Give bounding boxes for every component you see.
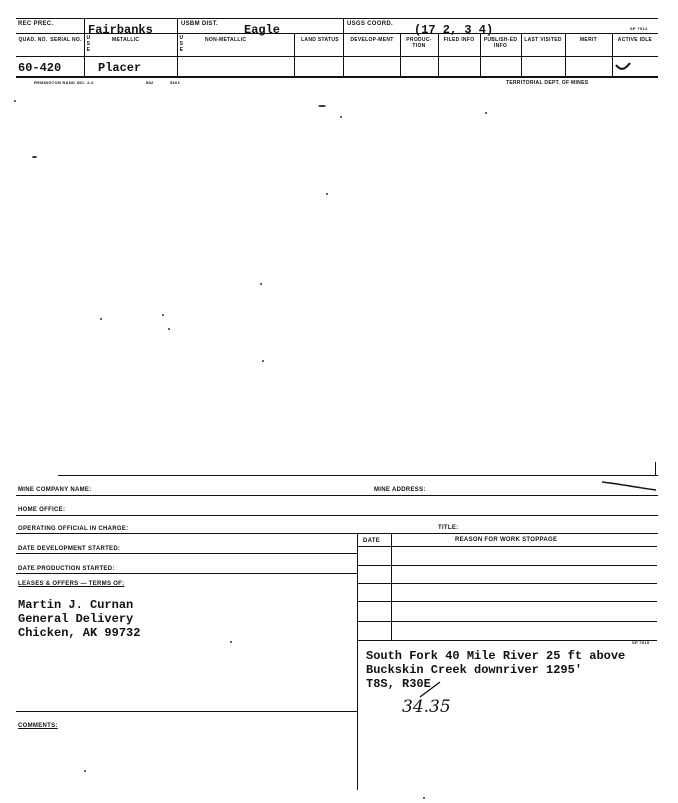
metallic-header: METALLIC [112,37,140,43]
serial-value: 60-420 [18,61,62,75]
mine-company-name-label: MINE COMPANY NAME: [18,487,92,493]
location-note: South Fork 40 Mile River 25 ft above Buckskin Creek downriver 1295' T8S, R30E [366,649,626,691]
top-form-code: SP 7914 [630,26,648,31]
top-footer-left: REMINGTON RAND INC. 2.0 [34,80,94,85]
quad-no-header: QUAD. NO. [18,37,48,43]
active-idle-header: ACTIVE IDLE [617,37,653,43]
rec-prec-value: Fairbanks [88,23,153,37]
date-development-label: DATE DEVELOPMENT STARTED: [18,546,121,552]
mine-address-label: MINE ADDRESS: [374,487,426,493]
usbm-dist-label: USBM DIST. [181,21,219,27]
date-col-label: DATE [363,538,381,544]
top-footer-code: 882 [146,80,154,85]
pen-stroke-icon [600,478,660,494]
active-idle-checkmark-icon [610,56,640,76]
use-flag-1-header: U S E [86,35,91,53]
serial-no-header: SERIAL NO. [50,37,82,43]
merit-header: MERIT [579,37,598,43]
bottom-form-code: SP 7915 [632,640,650,645]
published-info-header: PUBLISH-ED INFO [483,37,518,49]
usgs-coord-label: USGS COORD. [347,21,393,27]
production-header: PRODUC-TION [406,37,432,49]
top-footer-right: TERRITORIAL DEPT. OF MINES [506,80,589,86]
usgs-coord-value: (17 2, 3 4) [414,23,494,37]
land-status-header: LAND STATUS [301,37,339,43]
rec-prec-label: REC PREC. [18,21,54,27]
use-flag-2-header: U S E [179,35,184,53]
leases-label: LEASES & OFFERS — TERMS OF: [18,581,125,587]
usbm-dist-value: Eagle [244,23,281,37]
comments-label: COMMENTS: [18,723,58,729]
operating-official-label: OPERATING OFFICIAL IN CHARGE: [18,526,129,532]
non-metallic-header: NON-METALLIC [205,37,247,43]
reason-col-label: REASON FOR WORK STOPPAGE [455,537,558,543]
lessee-address: Martin J. Curnan General Delivery Chicken, AK 99732 [18,598,141,640]
filed-info-header: FILED INFO [443,37,475,43]
metallic-value: Placer [98,61,142,75]
date-production-label: DATE PRODUCTION STARTED: [18,566,115,572]
top-footer-code2: 5601 [170,80,181,85]
last-visited-header: LAST VISITED [524,37,562,43]
title-label: TITLE: [438,525,459,531]
handwritten-number: 34.35 [402,697,451,717]
development-header: DEVELOP-MENT [350,37,394,43]
handwritten-slash-icon [416,679,446,701]
home-office-label: HOME OFFICE: [18,507,66,513]
